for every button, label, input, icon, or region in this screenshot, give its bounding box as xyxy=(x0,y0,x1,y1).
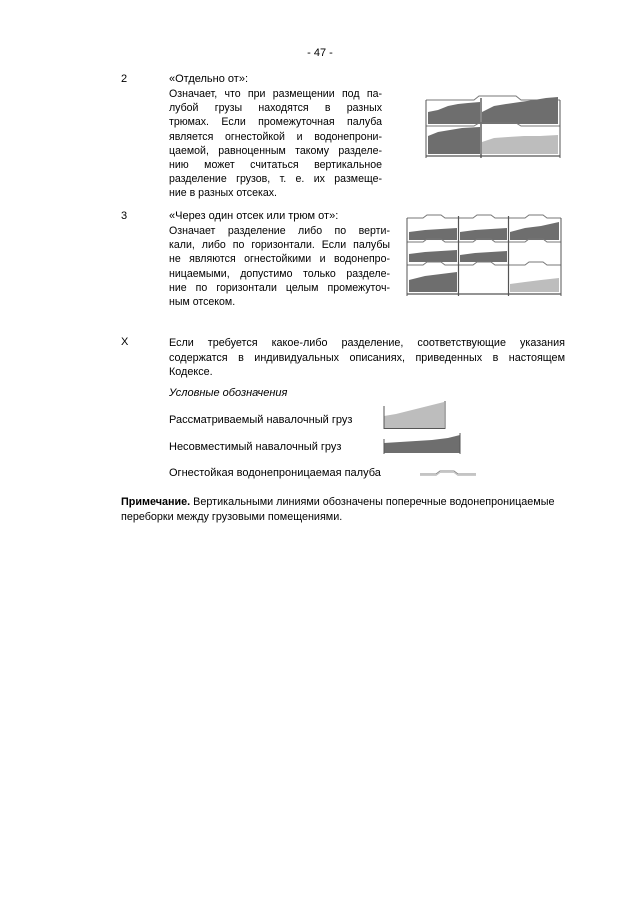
entry-body: Если требуется какое-либо разделение, соответствующие указания содержатся в индивидуальных описаниях, приведенных в настоящем Кодексе. xyxy=(169,337,565,378)
note-label: Примечание. xyxy=(121,496,191,508)
text-line: ным отсеком. xyxy=(169,296,236,309)
text-line: кали, либо по горизонтали. Если палубы xyxy=(169,239,390,252)
legend-label: Рассматриваемый навалочный груз xyxy=(169,414,353,426)
entry-title: «Через один отсек или трюм от»: xyxy=(169,210,339,222)
text-line: Означает, что при размещении под па- xyxy=(169,88,382,100)
text-line: трюмах. Если промежуточная палуба xyxy=(169,116,382,129)
text-line: не являются огнестойкими и водонепро- xyxy=(169,253,390,266)
legend-swatch-considered xyxy=(382,400,448,430)
entry-number: X xyxy=(121,336,129,348)
legend-swatch-fireproof-deck xyxy=(418,467,478,477)
text-line: ние в разных отсеках. xyxy=(169,187,277,200)
separation-diagram-one-compartment xyxy=(405,210,563,302)
legend-swatch-incompatible xyxy=(382,431,462,455)
legend-label: Несовместимый навалочный груз xyxy=(169,441,342,453)
text-line: цаемой, равноценным такому разделе- xyxy=(169,144,382,157)
text-line: ницаемыми, допустимо только разделе- xyxy=(169,267,390,280)
text-line: лубой грузы находятся в разных xyxy=(169,102,382,115)
note xyxy=(121,495,565,524)
text-line: Означает разделение либо по верти- xyxy=(169,225,390,237)
legend-title: Условные обозначения xyxy=(169,387,288,399)
separation-diagram-separate xyxy=(424,92,562,162)
text-line: нию может считаться вертикальное xyxy=(169,159,382,172)
entry-title: «Отдельно от»: xyxy=(169,73,249,85)
text-line: является огнестойкой и водонепрони- xyxy=(169,130,382,143)
entry-number: 3 xyxy=(121,210,128,222)
entry-number: 2 xyxy=(121,73,128,85)
page-number: - 47 - xyxy=(307,47,333,59)
note-text: Вертикальными линиями обозначены поперечные водонепроницаемые переборки между грузовыми помещениями. xyxy=(121,496,555,523)
legend-label: Огнестойкая водонепроницаемая палуба xyxy=(169,467,381,479)
text-line: разделение грузов, т. е. их размеще- xyxy=(169,173,382,186)
text-line: ние по горизонтали целым промежуточ- xyxy=(169,281,390,294)
entry-body xyxy=(169,87,382,201)
entry-body xyxy=(169,224,390,309)
